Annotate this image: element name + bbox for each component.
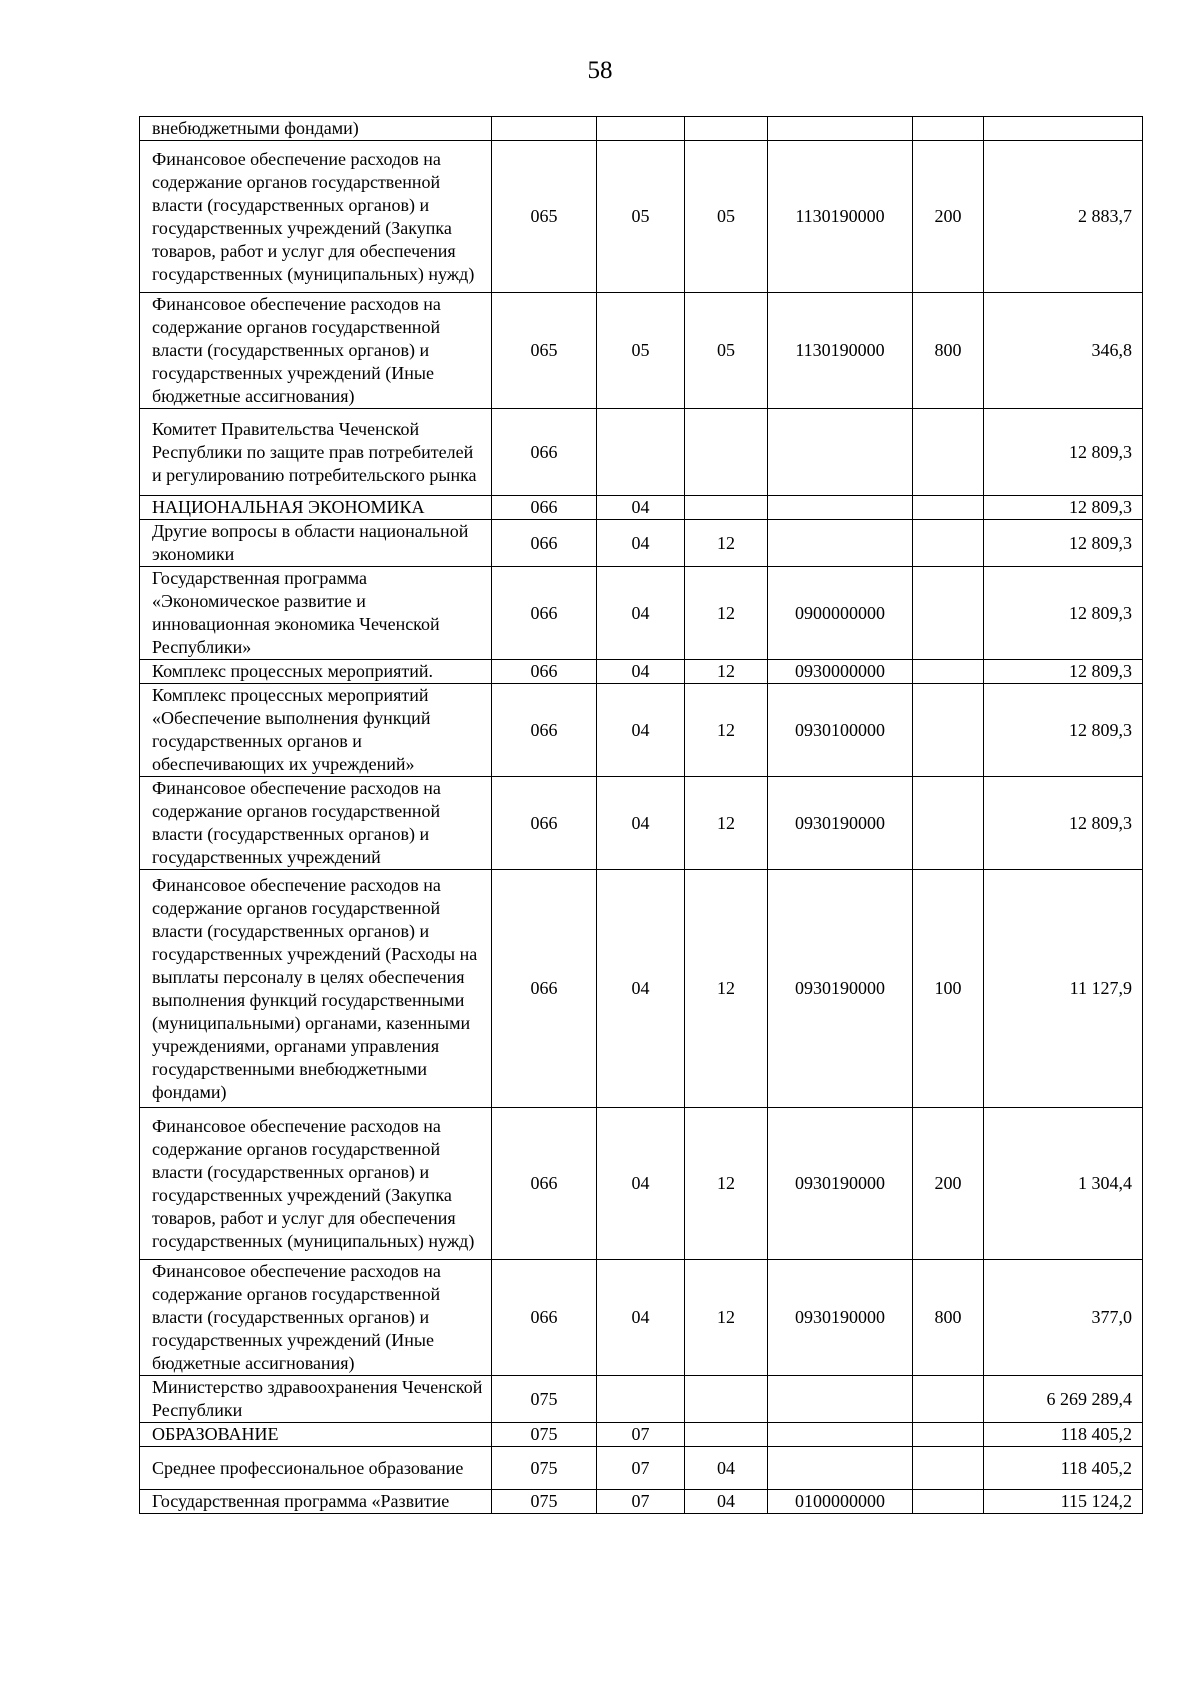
ministry-code-cell: 066 <box>492 520 597 567</box>
row-name-cell: НАЦИОНАЛЬНАЯ ЭКОНОМИКА <box>140 496 492 520</box>
expense-type-cell <box>913 496 984 520</box>
ministry-code-cell: 066 <box>492 777 597 870</box>
row-name-cell: внебюджетными фондами) <box>140 117 492 141</box>
target-article-cell: 0930190000 <box>768 1108 913 1260</box>
sum-cell: 1 304,4 <box>984 1108 1143 1260</box>
target-article-cell <box>768 496 913 520</box>
subsection-code-cell: 12 <box>685 684 768 777</box>
section-code-cell: 04 <box>597 520 685 567</box>
page-number: 58 <box>587 57 613 84</box>
target-article-cell: 0930190000 <box>768 1260 913 1376</box>
target-article-cell: 0930190000 <box>768 777 913 870</box>
section-code-cell: 04 <box>597 777 685 870</box>
row-name-cell: Финансовое обеспечение расходов на содержание органов государственной власти (государственных органов) и государственных учреждений (Расходы на выплаты персоналу в целях обеспечения выполнения функций государственными (муниципальными) органами, казенными учреждениями, органами управления государственными внебюджетными фондами) <box>140 870 492 1108</box>
table-body <box>140 117 1143 1514</box>
section-code-cell: 04 <box>597 870 685 1108</box>
subsection-code-cell: 12 <box>685 520 768 567</box>
row-name-cell: Министерство здравоохранения Чеченской Республики <box>140 1376 492 1423</box>
table-row <box>140 1376 1143 1423</box>
table-row <box>140 117 1143 141</box>
sum-cell: 12 809,3 <box>984 567 1143 660</box>
row-name-cell: Комплекс процессных мероприятий. <box>140 660 492 684</box>
ministry-code-cell: 066 <box>492 870 597 1108</box>
section-code-cell <box>597 117 685 141</box>
subsection-code-cell <box>685 1376 768 1423</box>
row-name-cell: Финансовое обеспечение расходов на содержание органов государственной власти (государственных органов) и государственных учреждений <box>140 777 492 870</box>
table-row <box>140 777 1143 870</box>
subsection-code-cell: 12 <box>685 567 768 660</box>
sum-cell: 12 809,3 <box>984 520 1143 567</box>
target-article-cell: 0930190000 <box>768 870 913 1108</box>
row-name-cell: Финансовое обеспечение расходов на содержание органов государственной власти (государственных органов) и государственных учреждений (Иные бюджетные ассигнования) <box>140 293 492 409</box>
target-article-cell <box>768 409 913 496</box>
target-article-cell <box>768 1447 913 1490</box>
section-code-cell: 04 <box>597 1108 685 1260</box>
sum-cell: 12 809,3 <box>984 496 1143 520</box>
expense-type-cell <box>913 1423 984 1447</box>
subsection-code-cell: 12 <box>685 1108 768 1260</box>
table-row <box>140 141 1143 293</box>
section-code-cell: 04 <box>597 1260 685 1376</box>
target-article-cell: 0930000000 <box>768 660 913 684</box>
sum-cell: 118 405,2 <box>984 1447 1143 1490</box>
sum-cell: 12 809,3 <box>984 409 1143 496</box>
sum-cell: 377,0 <box>984 1260 1143 1376</box>
row-name-cell: ОБРАЗОВАНИЕ <box>140 1423 492 1447</box>
target-article-cell <box>768 117 913 141</box>
sum-cell: 12 809,3 <box>984 777 1143 870</box>
table-row <box>140 1423 1143 1447</box>
section-code-cell: 07 <box>597 1490 685 1514</box>
sum-cell: 11 127,9 <box>984 870 1143 1108</box>
row-name-cell: Финансовое обеспечение расходов на содержание органов государственной власти (государственных органов) и государственных учреждений (Закупка товаров, работ и услуг для обеспечения государственных (муниципальных) нужд) <box>140 1108 492 1260</box>
row-name-cell: Комплекс процессных мероприятий «Обеспечение выполнения функций государственных органов и обеспечивающих их учреждений» <box>140 684 492 777</box>
expense-type-cell <box>913 660 984 684</box>
section-code-cell: 04 <box>597 567 685 660</box>
ministry-code-cell: 066 <box>492 409 597 496</box>
subsection-code-cell: 12 <box>685 1260 768 1376</box>
sum-cell: 115 124,2 <box>984 1490 1143 1514</box>
expense-type-cell <box>913 1447 984 1490</box>
sum-cell: 2 883,7 <box>984 141 1143 293</box>
target-article-cell <box>768 520 913 567</box>
expense-type-cell: 200 <box>913 141 984 293</box>
subsection-code-cell: 05 <box>685 141 768 293</box>
table-row <box>140 567 1143 660</box>
expense-type-cell: 100 <box>913 870 984 1108</box>
sum-cell: 6 269 289,4 <box>984 1376 1143 1423</box>
ministry-code-cell: 075 <box>492 1423 597 1447</box>
subsection-code-cell <box>685 409 768 496</box>
section-code-cell: 07 <box>597 1447 685 1490</box>
ministry-code-cell: 065 <box>492 141 597 293</box>
ministry-code-cell <box>492 117 597 141</box>
expense-type-cell: 800 <box>913 293 984 409</box>
row-name-cell: Комитет Правительства Чеченской Республики по защите прав потребителей и регулированию потребительского рынка <box>140 409 492 496</box>
table-row <box>140 1490 1143 1514</box>
section-code-cell: 05 <box>597 293 685 409</box>
table-row <box>140 1447 1143 1490</box>
sum-cell: 12 809,3 <box>984 684 1143 777</box>
table-row <box>140 293 1143 409</box>
ministry-code-cell: 066 <box>492 496 597 520</box>
section-code-cell <box>597 1376 685 1423</box>
expense-type-cell <box>913 684 984 777</box>
sum-cell <box>984 117 1143 141</box>
ministry-code-cell: 075 <box>492 1376 597 1423</box>
section-code-cell: 04 <box>597 660 685 684</box>
target-article-cell: 0930100000 <box>768 684 913 777</box>
subsection-code-cell: 12 <box>685 777 768 870</box>
subsection-code-cell: 12 <box>685 870 768 1108</box>
row-name-cell: Государственная программа «Развитие <box>140 1490 492 1514</box>
table-row <box>140 520 1143 567</box>
target-article-cell: 0100000000 <box>768 1490 913 1514</box>
expense-type-cell: 200 <box>913 1108 984 1260</box>
section-code-cell: 05 <box>597 141 685 293</box>
target-article-cell: 1130190000 <box>768 141 913 293</box>
table-row <box>140 870 1143 1108</box>
ministry-code-cell: 075 <box>492 1447 597 1490</box>
ministry-code-cell: 065 <box>492 293 597 409</box>
target-article-cell <box>768 1376 913 1423</box>
section-code-cell <box>597 409 685 496</box>
row-name-cell: Среднее профессиональное образование <box>140 1447 492 1490</box>
sum-cell: 12 809,3 <box>984 660 1143 684</box>
ministry-code-cell: 066 <box>492 567 597 660</box>
table-row <box>140 409 1143 496</box>
subsection-code-cell: 04 <box>685 1447 768 1490</box>
row-name-cell: Государственная программа «Экономическое развитие и инновационная экономика Чеченской Республики» <box>140 567 492 660</box>
target-article-cell: 0900000000 <box>768 567 913 660</box>
table-row <box>140 1260 1143 1376</box>
table-row <box>140 1108 1143 1260</box>
expense-type-cell <box>913 520 984 567</box>
row-name-cell: Другие вопросы в области национальной экономики <box>140 520 492 567</box>
expense-type-cell <box>913 117 984 141</box>
expense-type-cell <box>913 1376 984 1423</box>
sum-cell: 118 405,2 <box>984 1423 1143 1447</box>
table-row <box>140 496 1143 520</box>
subsection-code-cell <box>685 1423 768 1447</box>
subsection-code-cell: 12 <box>685 660 768 684</box>
expense-type-cell <box>913 1490 984 1514</box>
expense-type-cell <box>913 567 984 660</box>
section-code-cell: 04 <box>597 496 685 520</box>
budget-table <box>139 116 1143 1514</box>
row-name-cell: Финансовое обеспечение расходов на содержание органов государственной власти (государственных органов) и государственных учреждений (Закупка товаров, работ и услуг для обеспечения государственных (муниципальных) нужд) <box>140 141 492 293</box>
table-row <box>140 684 1143 777</box>
subsection-code-cell: 05 <box>685 293 768 409</box>
expense-type-cell: 800 <box>913 1260 984 1376</box>
row-name-cell: Финансовое обеспечение расходов на содержание органов государственной власти (государственных органов) и государственных учреждений (Иные бюджетные ассигнования) <box>140 1260 492 1376</box>
ministry-code-cell: 066 <box>492 660 597 684</box>
sum-cell: 346,8 <box>984 293 1143 409</box>
expense-type-cell <box>913 409 984 496</box>
subsection-code-cell: 04 <box>685 1490 768 1514</box>
subsection-code-cell <box>685 117 768 141</box>
section-code-cell: 04 <box>597 684 685 777</box>
subsection-code-cell <box>685 496 768 520</box>
ministry-code-cell: 066 <box>492 684 597 777</box>
target-article-cell: 1130190000 <box>768 293 913 409</box>
section-code-cell: 07 <box>597 1423 685 1447</box>
expense-type-cell <box>913 777 984 870</box>
table-row <box>140 660 1143 684</box>
ministry-code-cell: 075 <box>492 1490 597 1514</box>
ministry-code-cell: 066 <box>492 1108 597 1260</box>
ministry-code-cell: 066 <box>492 1260 597 1376</box>
target-article-cell <box>768 1423 913 1447</box>
